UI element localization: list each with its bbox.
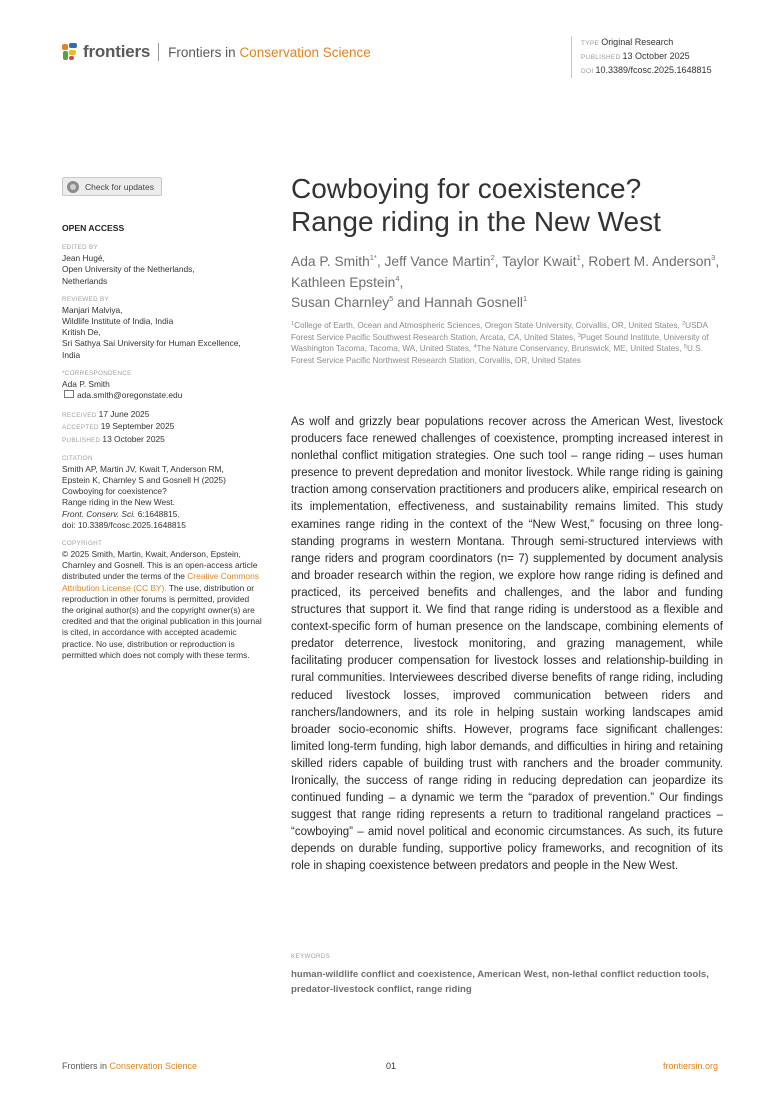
editor-name: Jean Hugé,	[62, 253, 105, 264]
correspondence-email-link[interactable]: ada.smith@oregonstate.edu	[62, 390, 262, 401]
journal-title: Conservation Science	[239, 44, 371, 60]
citation-journal: Front. Conserv. Sci. 6:1648815.	[62, 508, 180, 519]
author-list: Ada P. Smith$^{1*}$, Jeff Vance Martin$^2$, Taylor Kwait$^1$, Robert M. Anderson$^3$, Kathleen Epstein$^4$, Susan Charnley$^5$ and Hannah Gosnell$^1$	[291, 253, 720, 310]
copyright-section: COPYRIGHT © 2025 Smith, Martin, Kwait, Anderson, Epstein, Charnley and Gosnell. This is an open-access article distributed under the terms of the Creative Commons Attribution License (CC BY). The use, distribution or reproduction in other forums is permitted, provided the original author(s) and the copyright owner(s) are credited and that the original publication in this journal is cited, in accordance with accepted academic practice. No use, distribution or reproduction is permitted which does not comply with these terms.	[62, 540, 262, 660]
mail-icon	[64, 390, 74, 398]
correspondence-section: *CORRESPONDENCE Ada P. Smith ada.smith@oregonstate.edu	[62, 369, 262, 401]
author-link[interactable]: Ada P. Smith$^{1*}$	[291, 253, 377, 269]
journal-name[interactable]	[168, 45, 371, 60]
reviewer-affiliation: Sri Sathya Sai University for Human Excellence,	[62, 338, 241, 349]
author-link[interactable]: Susan Charnley$^5$	[291, 294, 394, 310]
received-date: RECEIVED 17 June 2025	[62, 409, 150, 420]
open-access-label: OPEN ACCESS	[62, 223, 125, 233]
citation-section: CITATION Smith AP, Martin JV, Kwait T, Anderson RM, Epstein K, Charnley S and Gosnell H (2025) Cowboying for coexistence? Range riding in the New West. Front. Conserv. Sci. 6:1648815. doi: 10.3389/fcosc.2025.1648815	[62, 454, 262, 531]
article-sidebar	[62, 223, 262, 669]
correspondence-name: Ada P. Smith	[62, 378, 110, 389]
page-number: 01	[386, 1061, 397, 1071]
edited-by-section: EDITED BY Jean Hugé, Open University of the Netherlands, Netherlands	[62, 243, 262, 287]
frontiers-logo[interactable]	[62, 42, 371, 62]
meta-type: TYPE Original Research	[581, 37, 674, 47]
footer-journal-name[interactable]: Frontiers in Conservation Science	[62, 1061, 198, 1071]
logo-text: frontiers	[83, 42, 151, 61]
journal-prefix: Frontiers in	[168, 44, 240, 60]
frontiers-logo-icon	[62, 43, 78, 61]
reviewer-name: Manjari Malviya,	[62, 304, 123, 315]
editor-affiliation: Netherlands	[62, 275, 108, 286]
keywords: human-wildlife conflict and coexistence, American West, non-lethal conflict reduction tools, predator-livestock conflict, range riding	[291, 969, 709, 995]
published-date: PUBLISHED 13 October 2025	[62, 433, 165, 444]
cc-by-license-link[interactable]: Creative Commons Attribution License (CC BY).	[62, 571, 259, 593]
abstract-text: As wolf and grizzly bear populations recover across the American West, livestock producers face renewed challenges of coexistence, prompting increased interest in nonlethal conflict mitigation strategies. One such tool – range riding – uses human presence to prevent depredation and monitor livestock. While range riding is gaining traction among conservation practitioners and producers alike, empirical research on its implementation, effectiveness, and sustainability remains limited. This study examines range riding in the context of the “New West,” focusing on three long-standing programs in western Montana. Through semi-structured interviews with range riders and program coordinators (n= 7) supplemented by document analysis and broader research within the region, we explore how range riding is defined and practiced, its perceived benefits and challenges, and the labor and funding structures that support it. We find that range riding is understood as a flexible and context-specific form of human presence on the landscape, combining elements of predator deterrence, livestock monitoring, and grazing management, while facilitating producer compensation for livestock losses and relationship-building in rural communities. Interviewees described diverse benefits of range riding, including reduced livestock losses, improved communication between riders and ranchers/landowners, and its role in helping sustain working landscapes amid broader socio-economic shifts. However, programs face significant challenges: limited long-term funding, high labor demands, and difficulties in hiring and retaining skilled riders capable of building trust with ranchers and the broader community. Ironically, the success of range riding in reducing depredation can jeopardize its continued funding – a dynamic we term the “paradox of prevention.” Our findings suggest that range riding represents a return to traditional rangeland practices – “cowboying” – amid novel political and economic circumstances. As such, its future depends on durable funding, supportive policy frameworks, and recognition of its role in shaping coexistence between predators and people in the New West.	[291, 416, 723, 873]
keywords-label: KEYWORDS	[291, 953, 331, 960]
article-meta	[571, 36, 712, 78]
reviewer-affiliation: India	[62, 349, 81, 360]
footer-site-link[interactable]: frontiersin.org	[663, 1061, 719, 1071]
check-for-updates-button[interactable]	[62, 177, 162, 196]
reviewed-by-section: REVIEWED BY Manjari Malviya, Wildlife Institute of India, India Kritish De, Sri Sathya Sai University for Human Excellence, India	[62, 295, 262, 361]
affiliations: $^1$College of Earth, Ocean and Atmospheric Sciences, Oregon State University, Corvallis, OR, United States, $^2$USDA Forest Service Pacific Southwest Research Station, Arcata, CA, United States, $^3$Puget Sound Institute, University of Washington Tacoma, Tacoma, WA, United States, $^4$The Nature Conservancy, Brunswick, ME, United States, $^5$U.S. Forest Service Pacific Northwest Research Station, Corvallis, OR, United States	[291, 321, 709, 365]
article-title: Cowboying for coexistence? Range riding in the New West	[291, 173, 661, 237]
copyright-text: © 2025 Smith, Martin, Kwait, Anderson, Epstein, Charnley and Gosnell. This is an open-access article distributed under the terms of the Creative Commons Attribution License (CC BY). The use, distribution or reproduction in other forums is permitted, provided the original author(s) and the copyright owner(s) are credited and that the original publication in this journal is cited, in accordance with accepted academic practice. No use, distribution or reproduction is permitted which does not comply with these terms.	[62, 549, 262, 660]
meta-published: PUBLISHED 13 October 2025	[581, 51, 690, 61]
author-link[interactable]: Hannah Gosnell$^1$	[424, 294, 528, 310]
reviewer-name: Kritish De,	[62, 327, 101, 338]
check-updates-icon	[67, 181, 79, 193]
reviewer-affiliation: Wildlife Institute of India, India	[62, 316, 174, 327]
author-link[interactable]: Kathleen Epstein$^4$	[291, 273, 400, 290]
dates-section	[62, 409, 262, 446]
author-link[interactable]: Jeff Vance Martin$^2$	[384, 253, 495, 269]
accepted-date: ACCEPTED 19 September 2025	[62, 421, 175, 432]
editor-affiliation: Open University of the Netherlands,	[62, 264, 195, 275]
citation-doi: doi: 10.3389/fcosc.2025.1648815	[62, 519, 186, 530]
logo-divider	[158, 43, 159, 61]
meta-doi[interactable]: DOI 10.3389/fcosc.2025.1648815	[581, 65, 712, 75]
check-updates-label: Check for updates	[85, 181, 154, 192]
author-link[interactable]: Taylor Kwait$^1$	[502, 253, 581, 269]
author-link[interactable]: Robert M. Anderson$^3$	[588, 253, 716, 269]
